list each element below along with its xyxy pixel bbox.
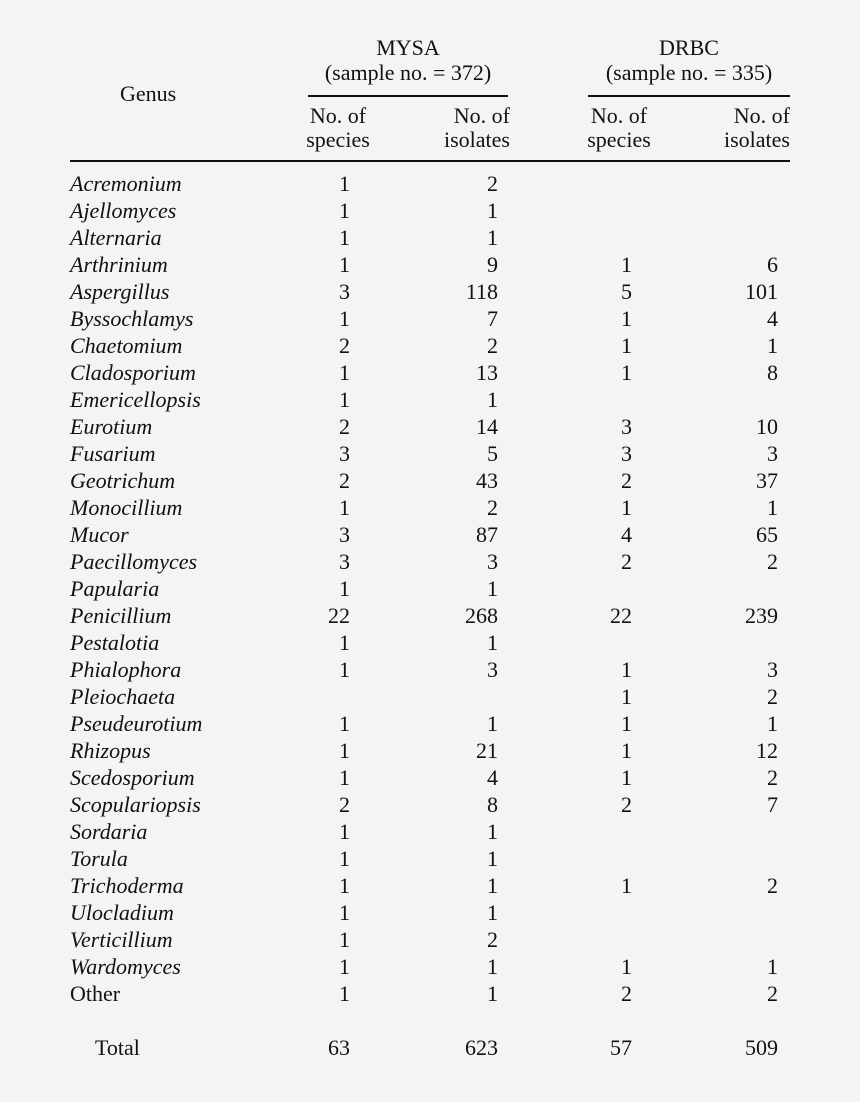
drbc-group-title: DRBC [659, 35, 719, 60]
mysa-species-cell: 1 [339, 765, 350, 790]
mysa-isolates-cell: 21 [476, 738, 498, 763]
drbc-isolates-cell: 1 [767, 954, 778, 979]
genus-cell: Chaetomium [70, 333, 183, 358]
mysa-isolates-cell: 1 [487, 981, 498, 1006]
mysa-species-cell: 1 [339, 954, 350, 979]
mysa-isolates-cell: 14 [476, 414, 498, 439]
mysa-isolates-cell: 4 [487, 765, 498, 790]
mysa-species-cell: 1 [339, 306, 350, 331]
drbc-isolates-cell: 6 [767, 252, 778, 277]
table-row [0, 413, 860, 440]
mysa-isolates-cell: 1 [487, 900, 498, 925]
genus-cell: Other [70, 981, 121, 1006]
total-drbc-isolates: 509 [745, 1035, 778, 1060]
drbc-species-cell: 1 [621, 306, 632, 331]
genus-column-header: Genus [120, 81, 177, 106]
mysa-species-cell: 3 [339, 549, 350, 574]
drbc-species-cell: 22 [610, 603, 632, 628]
mysa-isolates-cell: 1 [487, 630, 498, 655]
genus-cell: Cladosporium [70, 360, 196, 385]
drbc-isolates-cell: 2 [767, 873, 778, 898]
genus-cell: Ajellomyces [70, 198, 177, 223]
drbc-species-cell: 2 [621, 981, 632, 1006]
mysa-species-cell: 1 [339, 225, 350, 250]
genus-cell: Penicillium [70, 603, 172, 628]
mysa-isolates-cell: 43 [476, 468, 498, 493]
mysa-species-cell: 1 [339, 171, 350, 196]
mysa-isolates-cell: 1 [487, 576, 498, 601]
drbc-isolates-cell: 2 [767, 684, 778, 709]
mysa-species-cell: 1 [339, 360, 350, 385]
mysa-species-cell: 22 [328, 603, 350, 628]
table-row [0, 197, 860, 224]
genus-cell: Aspergillus [70, 279, 170, 304]
table-row [0, 224, 860, 251]
total-drbc-species: 57 [610, 1035, 632, 1060]
table-row [0, 764, 860, 791]
drbc-isolates-header-line2: isolates [724, 127, 790, 152]
drbc-species-cell: 1 [621, 765, 632, 790]
table-row [0, 575, 860, 602]
genus-cell: Phialophora [70, 657, 182, 682]
mysa-isolates-cell: 1 [487, 198, 498, 223]
genus-cell: Sordaria [70, 819, 148, 844]
drbc-isolates-cell: 12 [756, 738, 778, 763]
drbc-isolates-cell: 2 [767, 981, 778, 1006]
genus-cell: Arthrinium [70, 252, 168, 277]
table-row [0, 953, 860, 980]
genus-cell: Verticillium [70, 927, 173, 952]
drbc-species-cell: 2 [621, 549, 632, 574]
mysa-species-header-line2: species [306, 127, 370, 152]
drbc-species-cell: 2 [621, 468, 632, 493]
table-row [0, 737, 860, 764]
drbc-species-cell: 1 [621, 333, 632, 358]
mysa-group-subtitle: (sample no. = 372) [324, 60, 492, 85]
drbc-species-cell: 1 [621, 684, 632, 709]
drbc-isolates-cell: 37 [756, 468, 778, 493]
table-row [0, 926, 860, 953]
mysa-species-cell: 3 [339, 441, 350, 466]
table-row [0, 467, 860, 494]
mysa-isolates-cell: 118 [465, 279, 498, 304]
drbc-species-header-line1: No. of [590, 103, 648, 128]
drbc-isolates-cell: 2 [767, 765, 778, 790]
drbc-species-cell: 3 [621, 441, 632, 466]
mysa-isolates-cell: 87 [476, 522, 498, 547]
drbc-species-header-line2: species [587, 127, 651, 152]
mysa-isolates-cell: 2 [487, 927, 498, 952]
drbc-isolates-cell: 1 [767, 495, 778, 520]
mysa-species-header-line1: No. of [309, 103, 367, 128]
mysa-isolates-cell: 1 [487, 954, 498, 979]
genus-cell: Scopulariopsis [70, 792, 201, 817]
mysa-species-cell: 2 [339, 468, 350, 493]
drbc-isolates-cell: 3 [767, 657, 778, 682]
drbc-isolates-cell: 8 [767, 360, 778, 385]
mysa-species-cell: 1 [339, 387, 350, 412]
drbc-isolates-cell: 4 [767, 306, 778, 331]
genus-cell: Paecillomyces [70, 549, 198, 574]
genus-cell: Rhizopus [70, 738, 151, 763]
mysa-group-title: MYSA [376, 35, 440, 60]
genus-cell: Pestalotia [70, 630, 160, 655]
mysa-species-cell: 1 [339, 576, 350, 601]
table-row [0, 521, 860, 548]
mysa-isolates-cell: 5 [487, 441, 498, 466]
drbc-isolates-header-line1: No. of [733, 103, 790, 128]
drbc-species-cell: 1 [621, 252, 632, 277]
drbc-isolates-cell: 3 [767, 441, 778, 466]
mysa-isolates-cell: 1 [487, 819, 498, 844]
mysa-species-cell: 1 [339, 198, 350, 223]
genus-cell: Acremonium [70, 171, 182, 196]
table-row [0, 386, 860, 413]
mysa-isolates-cell: 2 [487, 495, 498, 520]
mysa-species-cell: 2 [339, 333, 350, 358]
mysa-isolates-cell: 13 [476, 360, 498, 385]
drbc-species-cell: 1 [621, 738, 632, 763]
table-row [0, 305, 860, 332]
total-row [0, 1034, 860, 1061]
drbc-isolates-cell: 65 [756, 522, 778, 547]
total-label: Total [95, 1035, 140, 1060]
drbc-species-cell: 1 [621, 360, 632, 385]
mysa-isolates-cell: 3 [487, 657, 498, 682]
genus-cell: Wardomyces [70, 954, 181, 979]
table-row [0, 656, 860, 683]
drbc-species-cell: 1 [621, 657, 632, 682]
mysa-species-cell: 2 [339, 792, 350, 817]
drbc-isolates-cell: 10 [756, 414, 778, 439]
drbc-species-cell: 2 [621, 792, 632, 817]
drbc-group-rule [588, 95, 790, 97]
genus-cell: Trichoderma [70, 873, 184, 898]
mysa-isolates-cell: 8 [487, 792, 498, 817]
mysa-species-cell: 1 [339, 630, 350, 655]
table-row [0, 683, 860, 710]
mysa-isolates-cell: 1 [487, 873, 498, 898]
mysa-species-cell: 3 [339, 522, 350, 547]
drbc-isolates-cell: 7 [767, 792, 778, 817]
mysa-species-cell: 1 [339, 252, 350, 277]
mysa-isolates-cell: 7 [487, 306, 498, 331]
table-row [0, 251, 860, 278]
mysa-group-rule [308, 95, 508, 97]
genus-cell: Pseudeurotium [70, 711, 203, 736]
mysa-species-cell: 1 [339, 900, 350, 925]
table-row [0, 845, 860, 872]
drbc-species-cell: 5 [621, 279, 632, 304]
mysa-species-cell: 1 [339, 846, 350, 871]
mysa-species-cell: 1 [339, 927, 350, 952]
table-row [0, 494, 860, 521]
mysa-isolates-cell: 2 [487, 171, 498, 196]
drbc-isolates-cell: 1 [767, 711, 778, 736]
table-row [0, 332, 860, 359]
mysa-species-cell: 1 [339, 657, 350, 682]
drbc-isolates-cell: 101 [745, 279, 778, 304]
mysa-species-cell: 1 [339, 873, 350, 898]
mysa-isolates-cell: 1 [487, 387, 498, 412]
genus-cell: Scedosporium [70, 765, 195, 790]
genus-cell: Torula [70, 846, 128, 871]
drbc-species-cell: 1 [621, 711, 632, 736]
table-row [0, 791, 860, 818]
mysa-isolates-cell: 9 [487, 252, 498, 277]
mysa-species-cell: 1 [339, 981, 350, 1006]
genus-cell: Ulocladium [70, 900, 174, 925]
table-row [0, 278, 860, 305]
drbc-isolates-cell: 2 [767, 549, 778, 574]
mysa-species-cell: 1 [339, 711, 350, 736]
mysa-isolates-header-line2: isolates [444, 127, 510, 152]
mysa-isolates-cell: 3 [487, 549, 498, 574]
table-row [0, 629, 860, 656]
table-row [0, 818, 860, 845]
genus-cell: Pleiochaeta [70, 684, 176, 709]
drbc-group-subtitle: (sample no. = 335) [605, 60, 773, 85]
drbc-species-cell: 4 [621, 522, 632, 547]
table-row [0, 710, 860, 737]
mysa-species-cell: 3 [339, 279, 350, 304]
drbc-isolates-cell: 1 [767, 333, 778, 358]
table-row [0, 440, 860, 467]
table-row [0, 170, 860, 197]
genus-cell: Eurotium [70, 414, 153, 439]
drbc-species-cell: 1 [621, 954, 632, 979]
drbc-isolates-cell: 239 [745, 603, 778, 628]
drbc-species-cell: 3 [621, 414, 632, 439]
drbc-species-cell: 1 [621, 873, 632, 898]
drbc-species-cell: 1 [621, 495, 632, 520]
mysa-isolates-cell: 1 [487, 225, 498, 250]
table-row [0, 359, 860, 386]
genus-cell: Monocillium [70, 495, 183, 520]
total-mysa-species: 63 [328, 1035, 350, 1060]
mysa-isolates-cell: 268 [465, 603, 498, 628]
genus-cell: Papularia [70, 576, 160, 601]
header-bottom-rule [70, 160, 790, 162]
mysa-isolates-header-line1: No. of [453, 103, 510, 128]
genus-cell: Byssochlamys [70, 306, 194, 331]
table-row [0, 980, 860, 1007]
mysa-isolates-cell: 1 [487, 846, 498, 871]
table-row [0, 548, 860, 575]
total-mysa-isolates: 623 [465, 1035, 498, 1060]
table-row [0, 899, 860, 926]
table-row [0, 602, 860, 629]
mysa-species-cell: 1 [339, 738, 350, 763]
table-row [0, 872, 860, 899]
genus-cell: Emericellopsis [70, 387, 201, 412]
genus-cell: Geotrichum [70, 468, 176, 493]
genus-cell: Alternaria [70, 225, 162, 250]
mysa-species-cell: 1 [339, 495, 350, 520]
mysa-species-cell: 2 [339, 414, 350, 439]
mysa-isolates-cell: 2 [487, 333, 498, 358]
genus-cell: Mucor [70, 522, 129, 547]
mysa-isolates-cell: 1 [487, 711, 498, 736]
genus-cell: Fusarium [70, 441, 156, 466]
mysa-species-cell: 1 [339, 819, 350, 844]
